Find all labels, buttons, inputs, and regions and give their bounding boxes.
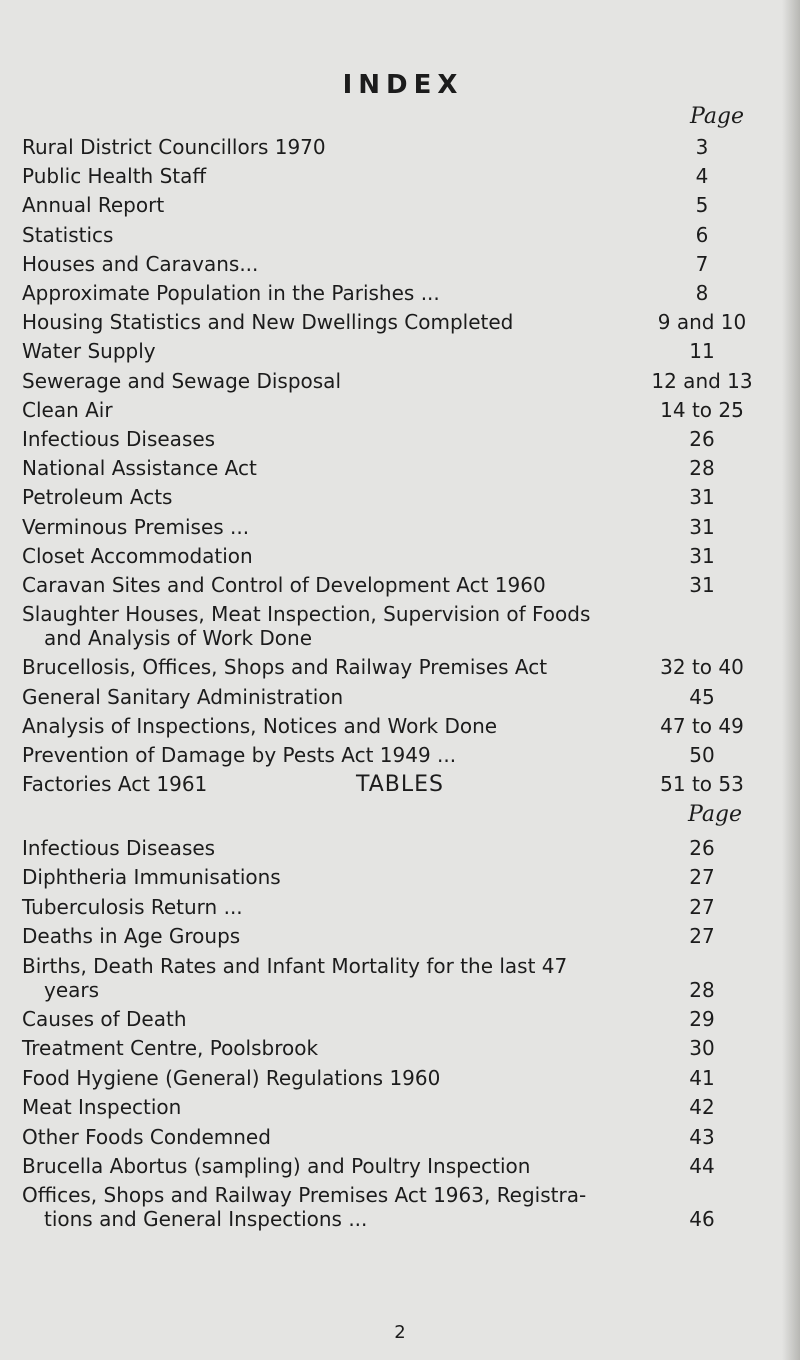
index-entry	[22, 484, 762, 516]
index-entry	[22, 163, 762, 195]
page-title: INDEX	[342, 70, 464, 100]
entry-page: 31	[689, 573, 715, 597]
entry-page: 42	[689, 1095, 715, 1120]
entry-title: Deaths in Age Groups	[22, 924, 241, 949]
entry-title: Brucella Abortus (sampling) and Poultry Inspection	[22, 1154, 531, 1178]
entry-page: 50	[689, 743, 715, 767]
entry-page: 9 and 10	[657, 310, 747, 335]
index-entry	[22, 338, 762, 370]
entry-title: Slaughter Houses, Meat Inspection, Supervision of Foods	[22, 602, 591, 627]
entry-title: Prevention of Damage by Pests Act 1949 ...	[22, 743, 457, 767]
index-entry	[22, 864, 762, 896]
entry-title: General Sanitary Administration	[22, 684, 344, 709]
entry-page: 5	[695, 193, 709, 218]
entry-title: Births, Death Rates and Infant Mortality for the last 47	[22, 953, 568, 978]
entry-title: Sewerage and Sewage Disposal	[22, 368, 341, 393]
entry-title: Other Foods Condemned	[22, 1124, 271, 1149]
index-entry	[22, 309, 762, 341]
index-entry	[22, 654, 762, 686]
entry-title: Treatment Centre, Poolsbrook	[22, 1036, 319, 1061]
entry-title: Approximate Population in the Parishes ...	[22, 281, 440, 305]
entry-title: Statistics	[22, 222, 114, 247]
index-entry	[22, 455, 762, 487]
entry-title: Causes of Death	[22, 1007, 187, 1031]
index-entry	[22, 368, 762, 400]
index-entry	[22, 1094, 762, 1126]
entry-page: 30	[689, 1036, 715, 1061]
entry-title: Clean Air	[22, 397, 113, 422]
index-entry	[22, 894, 762, 926]
entry-page: 3	[695, 135, 709, 159]
tables-heading: TABLES	[356, 772, 444, 797]
entry-title: Closet Accommodation	[22, 543, 253, 568]
index-entry	[22, 713, 762, 745]
entry-title: Verminous Premises ...	[22, 514, 250, 539]
index-entry	[22, 134, 762, 166]
entry-page: 26	[689, 836, 715, 860]
entry-page: 7	[695, 251, 709, 276]
index-entry	[22, 742, 762, 774]
entry-page: 27	[689, 894, 715, 919]
entry-page: 28	[689, 977, 715, 1002]
entry-page: 4	[695, 164, 709, 189]
index-entry	[22, 280, 762, 312]
entry-page: 27	[689, 865, 715, 890]
entry-page: 51 to 53	[660, 772, 744, 797]
index-entry	[22, 1065, 762, 1097]
index-entry	[22, 923, 762, 955]
entry-page: 46	[689, 1207, 715, 1232]
entry-title: Diphtheria Immunisations	[22, 865, 281, 890]
page-number: 2	[394, 1322, 406, 1343]
entry-title: Factories Act 1961	[22, 772, 208, 797]
entry-title-continued: years	[44, 977, 100, 1002]
entry-title: Petroleum Acts	[22, 485, 173, 510]
entry-title: Annual Report	[22, 193, 165, 218]
entry-page: 44	[689, 1154, 715, 1178]
entry-page: 32 to 40	[660, 655, 744, 680]
index-entry	[22, 953, 762, 1002]
index-entry	[22, 1006, 762, 1038]
tables-page-column-header: Page	[688, 802, 743, 827]
entry-page: 26	[689, 427, 715, 451]
entry-page: 29	[689, 1007, 715, 1031]
index-entry	[22, 684, 762, 716]
entry-title: Rural District Councillors 1970	[22, 135, 326, 159]
entry-title: Food Hygiene (General) Regulations 1960	[22, 1065, 441, 1090]
entry-page: 45	[689, 684, 715, 709]
index-entry	[22, 572, 762, 604]
page-column-header: Page	[690, 104, 745, 129]
entry-page: 28	[689, 456, 715, 481]
entry-title: Offices, Shops and Railway Premises Act 1963, Registra-	[22, 1183, 587, 1208]
entry-title: Meat Inspection	[22, 1095, 182, 1120]
entry-page: 31	[689, 543, 715, 568]
entry-title: Infectious Diseases	[22, 427, 216, 451]
entry-page: 47 to 49	[660, 713, 744, 738]
entry-title: Caravan Sites and Control of Development Act 1960	[22, 573, 546, 597]
entry-page: 14 to 25	[660, 397, 744, 422]
entry-page: 43	[689, 1124, 715, 1149]
page-edge	[782, 0, 800, 1360]
entry-title-continued: tions and General Inspections ...	[44, 1207, 368, 1232]
index-entry	[22, 543, 762, 575]
index-entry	[22, 397, 762, 429]
index-entry	[22, 514, 762, 546]
index-entry	[22, 601, 762, 651]
entry-title: Analysis of Inspections, Notices and Work Done	[22, 713, 498, 738]
entry-page: 6	[695, 222, 709, 247]
index-entry	[22, 222, 762, 254]
entry-title: National Assistance Act	[22, 456, 257, 481]
index-entry	[22, 1124, 762, 1156]
entry-page: 31	[689, 485, 715, 510]
index-entry	[22, 1035, 762, 1067]
index-entry	[22, 1153, 762, 1185]
index-entry	[22, 192, 762, 224]
index-entry	[22, 426, 762, 458]
entry-title: Water Supply	[22, 339, 156, 364]
entry-page: 8	[695, 281, 709, 305]
entry-page: 41	[689, 1065, 715, 1090]
index-entry	[22, 835, 762, 867]
index-entry	[22, 251, 762, 283]
index-entry	[22, 1182, 762, 1232]
entry-title-continued: and Analysis of Work Done	[44, 626, 312, 651]
entry-title: Houses and Caravans...	[22, 251, 259, 276]
entry-page: 12 and 13	[651, 368, 753, 393]
entry-page: 27	[689, 924, 715, 949]
entry-page: 31	[689, 514, 715, 539]
entry-title: Brucellosis, Offices, Shops and Railway Premises Act	[22, 655, 548, 680]
entry-title: Public Health Staff	[22, 164, 207, 189]
entry-title: Housing Statistics and New Dwellings Completed	[22, 310, 514, 335]
entry-page: 11	[689, 339, 715, 364]
entry-title: Infectious Diseases	[22, 836, 216, 860]
entry-title: Tuberculosis Return ...	[22, 894, 243, 919]
